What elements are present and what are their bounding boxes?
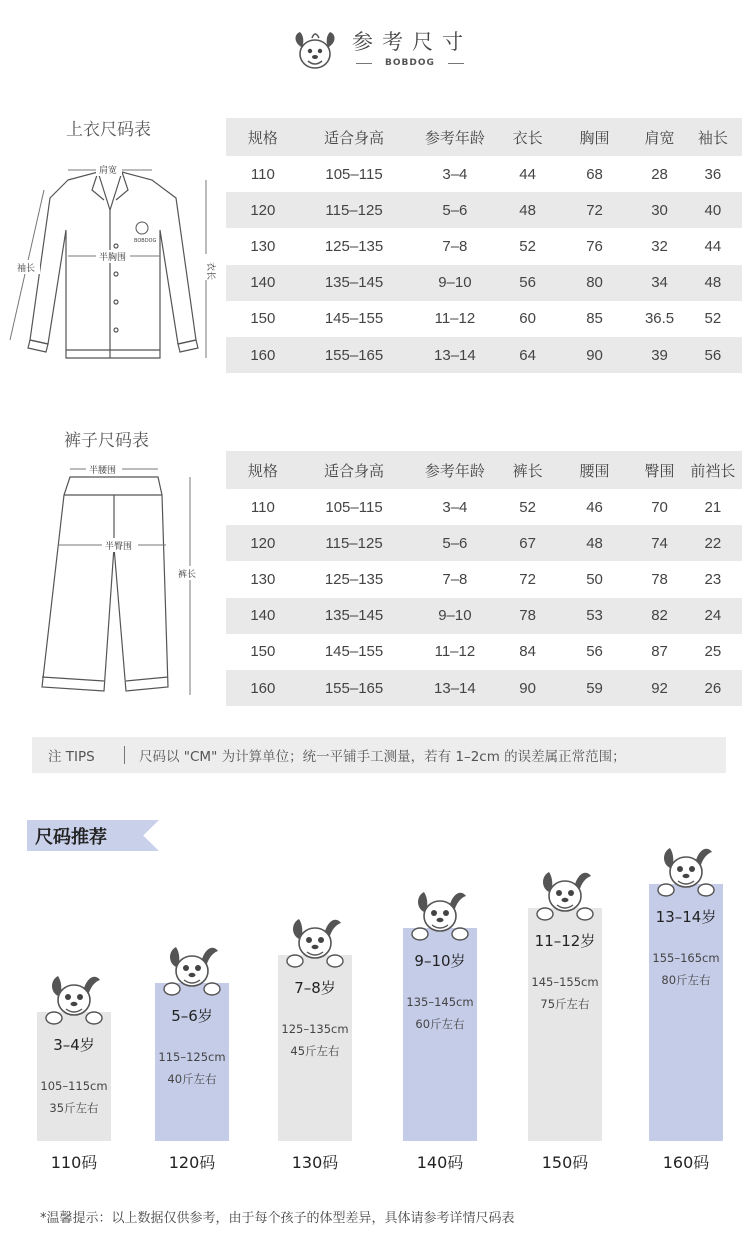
length-label: 衣长: [205, 262, 215, 281]
pants-header-cell: 规格: [247, 461, 278, 480]
shirt-logo-icon: [134, 222, 156, 244]
table-cell: 155–165: [324, 346, 384, 364]
footer-note: *温馨提示：以上数据仅供参考，由于每个孩子的体型差异，具体请参考详情尺码表: [40, 1211, 515, 1226]
table-cell: 92: [651, 679, 668, 697]
table-cell: 5–6: [442, 534, 468, 552]
table-cell: 25: [704, 643, 722, 661]
bobdog-mascot-icon: [656, 838, 716, 898]
recommend-age: 3–4岁: [53, 1036, 95, 1054]
table-cell: 53: [586, 607, 603, 625]
top-header-row: [226, 118, 742, 156]
table-cell: 76: [586, 237, 603, 255]
pants-header-row: [226, 451, 742, 489]
recommend-age: 7–8岁: [294, 979, 336, 997]
top-size-table: [226, 118, 742, 373]
bobdog-mascot-icon: [410, 882, 470, 942]
table-cell: 48: [586, 534, 603, 552]
table-cell: 130: [250, 237, 276, 255]
table-cell: 3–4: [442, 498, 468, 516]
table-cell: 24: [704, 607, 722, 625]
table-row: [226, 561, 742, 597]
table-cell: 125–135: [324, 237, 384, 255]
pants-length-label: 裤长: [178, 570, 197, 580]
tips-key: 注 TIPS: [48, 749, 95, 765]
top-header-cell: 适合身高: [324, 128, 385, 147]
table-cell: 9–10: [438, 607, 472, 625]
pants-header-cell: 前裆长: [690, 461, 736, 480]
table-cell: 50: [586, 570, 603, 588]
table-row: [226, 525, 742, 561]
table-cell: 21: [704, 498, 722, 516]
top-header-cell: 参考年龄: [424, 128, 485, 147]
top-size-title: 上衣尺码表: [66, 120, 151, 140]
table-cell: 36.5: [644, 310, 675, 328]
table-cell: 13–14: [434, 346, 476, 364]
recommend-height: 105–115cm: [40, 1079, 108, 1093]
table-cell: 32: [651, 237, 668, 255]
table-cell: 26: [704, 679, 722, 697]
table-cell: 105–115: [325, 165, 383, 183]
recommend-size-code: 130码: [291, 1153, 339, 1172]
table-cell: 90: [586, 346, 603, 364]
tips-bar: [32, 737, 726, 773]
svg-text:BOBDOG: BOBDOG: [134, 238, 157, 244]
table-cell: 48: [519, 201, 536, 219]
table-cell: 140: [250, 607, 276, 625]
table-cell: 56: [586, 643, 603, 661]
bobdog-mascot-icon: [44, 966, 104, 1026]
page-title: 参考尺寸: [352, 30, 472, 54]
table-cell: 40: [704, 201, 722, 219]
table-cell: 59: [586, 679, 603, 697]
pants-header-cell: 臀围: [644, 461, 675, 480]
table-cell: 60: [519, 310, 536, 328]
recommend-age: 5–6岁: [171, 1007, 213, 1025]
table-cell: 52: [519, 237, 536, 255]
recommend-age: 11–12岁: [534, 932, 596, 950]
page-header: [0, 18, 750, 78]
table-cell: 120: [250, 201, 276, 219]
pants-size-title: 裤子尺码表: [64, 431, 149, 451]
bobdog-mascot-icon: [162, 937, 222, 997]
recommend-height: 115–125cm: [158, 1050, 226, 1064]
recommend-age: 13–14岁: [655, 908, 717, 926]
table-cell: 105–115: [325, 498, 383, 516]
brand-name: BOBDOG: [352, 58, 468, 68]
recommend-size-code: 160码: [662, 1153, 710, 1172]
recommend-size-code: 140码: [416, 1153, 464, 1172]
table-cell: 48: [704, 274, 722, 292]
table-row: [226, 489, 742, 525]
table-cell: 72: [586, 201, 603, 219]
recommend-weight: 75斤左右: [540, 997, 590, 1011]
table-cell: 120: [250, 534, 276, 552]
table-cell: 28: [651, 165, 668, 183]
recommend-weight: 60斤左右: [415, 1017, 465, 1031]
table-cell: 110: [250, 498, 275, 516]
table-cell: 115–125: [325, 534, 383, 552]
recommend-height: 155–165cm: [652, 951, 720, 965]
tips-divider: [124, 746, 125, 764]
recommend-size-code: 110码: [50, 1153, 98, 1172]
table-cell: 145–155: [324, 643, 384, 661]
table-cell: 44: [704, 237, 722, 255]
table-cell: 74: [651, 534, 668, 552]
table-cell: 46: [586, 498, 603, 516]
table-cell: 3–4: [442, 165, 468, 183]
bobdog-mascot-icon: [535, 862, 595, 922]
pants-header-cell: 参考年龄: [424, 461, 485, 480]
table-cell: 150: [250, 310, 276, 328]
pants-header-cell: 适合身高: [324, 461, 385, 480]
table-cell: 160: [250, 346, 276, 364]
table-row: [226, 265, 742, 301]
table-cell: 90: [519, 679, 536, 697]
recommend-weight: 40斤左右: [167, 1072, 217, 1086]
top-header-cell: 衣长: [512, 128, 543, 147]
table-cell: 7–8: [442, 237, 468, 255]
table-cell: 115–125: [325, 201, 383, 219]
waist-label: 半腰围: [89, 466, 117, 476]
table-cell: 150: [250, 643, 276, 661]
tips-text: 尺码以 "CM" 为计算单位；统一平铺手工测量，若有 1–2cm 的误差属正常范围；: [139, 749, 626, 765]
table-cell: 13–14: [434, 679, 476, 697]
bobdog-mascot-icon: [285, 909, 345, 969]
table-row: [226, 598, 742, 634]
table-cell: 22: [704, 534, 722, 552]
table-cell: 36: [704, 165, 722, 183]
table-cell: 72: [519, 570, 536, 588]
recommend-weight: 35斤左右: [49, 1101, 99, 1115]
table-cell: 110: [250, 165, 275, 183]
table-cell: 82: [651, 607, 668, 625]
pants-header-cell: 裤长: [512, 461, 543, 480]
recommend-size-code: 120码: [168, 1153, 216, 1172]
recommend-size-code: 150码: [541, 1153, 589, 1172]
table-cell: 9–10: [438, 274, 472, 292]
table-cell: 85: [586, 310, 603, 328]
top-header-cell: 肩宽: [644, 128, 675, 147]
table-cell: 11–12: [434, 310, 476, 328]
top-header-cell: 袖长: [697, 128, 728, 147]
recommend-weight: 80斤左右: [661, 973, 711, 987]
table-row: [226, 301, 742, 337]
recommend-height: 125–135cm: [281, 1022, 349, 1036]
table-row: [226, 670, 742, 706]
shirt-diagram: [0, 150, 226, 380]
table-cell: 68: [586, 165, 603, 183]
table-cell: 39: [651, 346, 668, 364]
table-cell: 7–8: [442, 570, 468, 588]
table-cell: 64: [519, 346, 536, 364]
table-cell: 125–135: [324, 570, 384, 588]
table-cell: 52: [704, 310, 722, 328]
top-header-cell: 胸围: [579, 128, 610, 147]
sleeve-label: 袖长: [17, 264, 36, 274]
table-cell: 23: [704, 570, 722, 588]
table-cell: 5–6: [442, 201, 468, 219]
recommend-tag: [27, 820, 159, 851]
table-cell: 52: [519, 498, 536, 516]
table-cell: 145–155: [324, 310, 384, 328]
table-row: [226, 634, 742, 670]
table-cell: 56: [704, 346, 722, 364]
table-row: [226, 156, 742, 192]
table-row: [226, 337, 742, 373]
pants-size-table: [226, 451, 742, 706]
table-cell: 135–145: [324, 274, 384, 292]
recommend-weight: 45斤左右: [290, 1044, 340, 1058]
table-cell: 78: [519, 607, 536, 625]
table-cell: 160: [250, 679, 276, 697]
pants-header-cell: 腰围: [579, 461, 610, 480]
recommend-age: 9–10岁: [414, 952, 466, 970]
table-cell: 30: [651, 201, 668, 219]
table-cell: 84: [519, 643, 536, 661]
top-header-cell: 规格: [247, 128, 278, 147]
table-cell: 70: [651, 498, 668, 516]
recommend-height: 135–145cm: [406, 995, 474, 1009]
pants-diagram: [0, 455, 226, 705]
hip-label: 半臀围: [105, 542, 133, 552]
table-cell: 67: [519, 534, 536, 552]
table-cell: 44: [519, 165, 536, 183]
table-cell: 56: [519, 274, 536, 292]
table-cell: 155–165: [324, 679, 384, 697]
table-cell: 87: [651, 643, 668, 661]
table-cell: 140: [250, 274, 276, 292]
table-cell: 80: [586, 274, 603, 292]
recommend-title: 尺码推荐: [35, 827, 107, 848]
recommend-height: 145–155cm: [531, 975, 599, 989]
table-row: [226, 192, 742, 228]
table-cell: 78: [651, 570, 668, 588]
bobdog-logo-icon: [292, 24, 338, 72]
chest-label: 半胸围: [99, 253, 127, 263]
table-row: [226, 228, 742, 264]
shoulder-label: 肩宽: [99, 166, 118, 176]
table-cell: 130: [250, 570, 276, 588]
table-cell: 34: [651, 274, 668, 292]
table-cell: 135–145: [324, 607, 384, 625]
table-cell: 11–12: [434, 643, 476, 661]
